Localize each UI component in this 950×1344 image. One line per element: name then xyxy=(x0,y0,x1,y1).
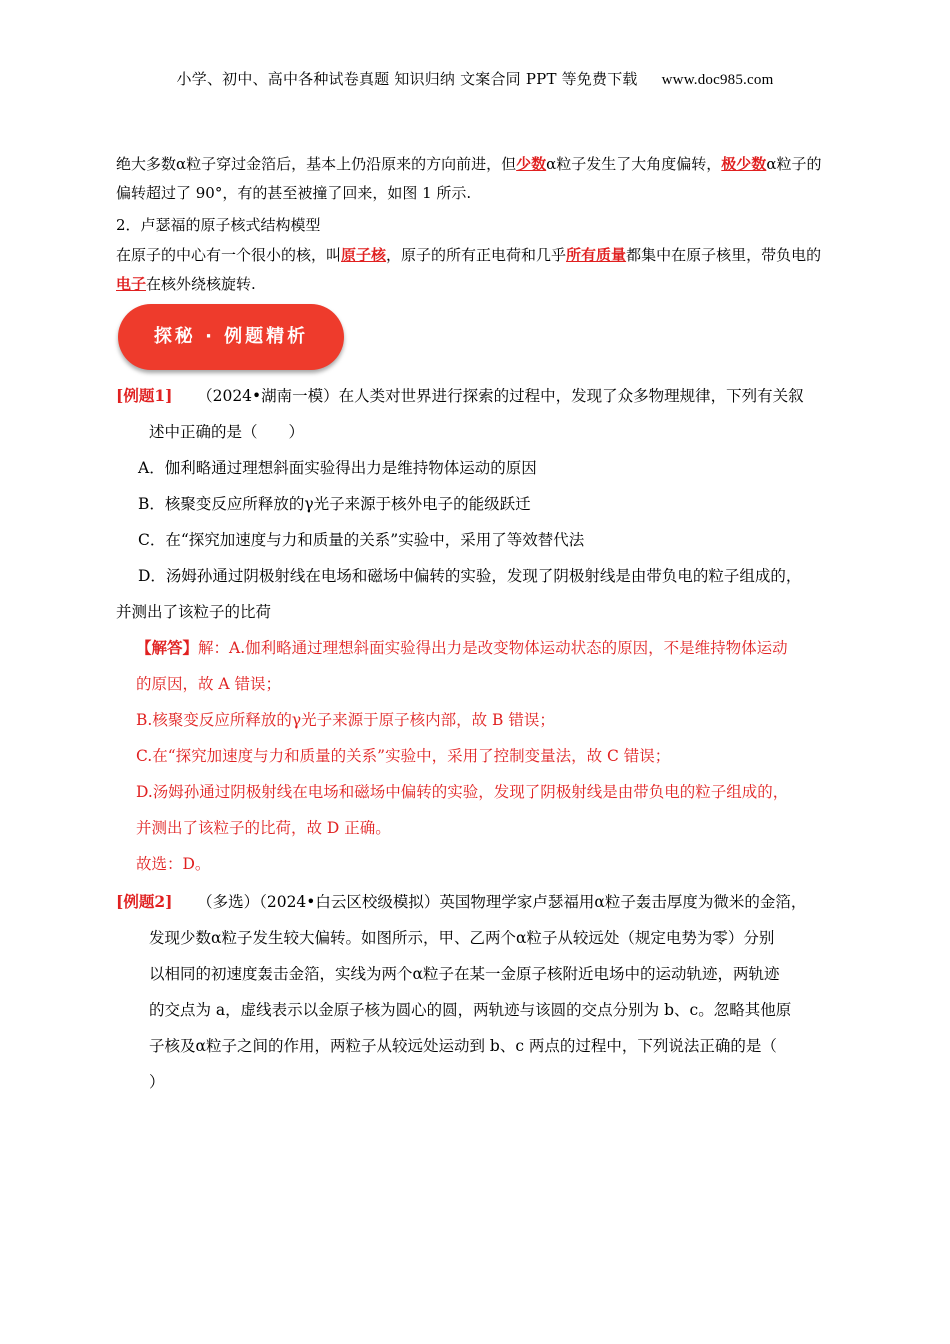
section-heading: 2．卢瑟福的原子核式结构模型 xyxy=(116,216,321,234)
header-site-link[interactable]: www.doc985.com xyxy=(661,72,774,88)
option-b: B．核聚变反应所释放的γ光子来源于核外电子的能级跃迁 xyxy=(138,495,531,513)
question-stem: （2024•湖南一模）在人类对世界进行探索的过程中，发现了众多物理规律，下列有关叙 xyxy=(197,387,804,405)
keyword-all-mass: 所有质量 xyxy=(566,246,627,264)
intro-paragraph-1: 绝大多数α粒子穿过金箔后，基本上仍沿原来的方向前进，但少数α粒子发生了大角度偏转，极少数α粒子的偏转超过了 90°，有的甚至被撞了回来，如图 1 所示. xyxy=(116,155,822,202)
banner-label: 探秘 · 例题精析 xyxy=(153,326,309,347)
option-d: D．汤姆孙通过阴极射线在电场和磁场中偏转的实验，发现了阴极射线是由带负电的粒子组成的， xyxy=(138,567,802,585)
example-question-1 xyxy=(116,378,846,882)
answer-line-4-cont: 并测出了该粒子的比荷，故 D 正确。 xyxy=(136,819,391,837)
answer-line-3: C.在“探究加速度与力和质量的关系”实验中，采用了控制变量法，故 C 错误； xyxy=(136,747,671,765)
answer-tag: 【解答】 xyxy=(136,638,199,657)
question-stem-line-3: 以相同的初速度轰击金箔，实线为两个α粒子在某一金原子核附近电场中的运动轨迹，两轨迹 xyxy=(149,965,780,983)
question-stem-cont: 述中正确的是（ ） xyxy=(149,423,305,441)
keyword-electron: 电子 xyxy=(116,275,147,293)
page-header xyxy=(0,68,950,89)
question-stem: （多选）（2024•白云区校级模拟）英国物理学家卢瑟福用α粒子轰击厚度为微米的金箔， xyxy=(197,893,807,911)
intro-paragraph-2: 在原子的中心有一个很小的核，叫原子核，原子的所有正电荷和几乎所有质量都集中在原子核里，带负电的电子在核外绕核旋转. xyxy=(116,246,822,293)
answer-line-1: 【解答】解：A.伽利略通过理想斜面实验得出力是改变物体运动状态的原因，不是维持物体运动 xyxy=(136,638,788,657)
question-stem-line-4: 的交点为 a，虚线表示以金原子核为圆心的圆，两轨迹与该圆的交点分别为 b、c。忽略其他原 xyxy=(149,1001,792,1019)
section-banner xyxy=(118,304,344,370)
answer-choice: 故选：D。 xyxy=(136,855,211,873)
question-stem-line-2: 发现少数α粒子发生较大偏转。如图所示，甲、乙两个α粒子从较远处（规定电势为零）分别 xyxy=(149,929,775,947)
question-stem-line-6: ） xyxy=(149,1073,165,1091)
option-c: C．在“探究加速度与力和质量的关系”实验中，采用了等效替代法 xyxy=(138,531,585,549)
keyword-very-few: 极少数 xyxy=(721,155,767,173)
answer-line-2: B.核聚变反应所释放的γ光子来源于原子核内部，故 B 错误； xyxy=(136,711,555,729)
question-label: [例题2] xyxy=(116,892,173,911)
keyword-few: 少数 xyxy=(516,155,547,173)
example-question-2 xyxy=(116,884,846,1100)
answer-line-1-cont: 的原因，故 A 错误； xyxy=(136,675,282,693)
question-stem-line-5: 子核及α粒子之间的作用，两粒子从较远处运动到 b、c 两点的过程中，下列说法正确的是（ xyxy=(149,1037,777,1055)
keyword-nucleus: 原子核 xyxy=(341,246,387,264)
answer-line-4: D.汤姆孙通过阴极射线在电场和磁场中偏转的实验，发现了阴极射线是由带负电的粒子组成的， xyxy=(136,783,789,801)
question-label: [例题1] xyxy=(116,386,173,405)
option-d-cont: 并测出了该粒子的比荷 xyxy=(116,603,272,621)
option-a: A．伽利略通过理想斜面实验得出力是维持物体运动的原因 xyxy=(138,459,537,477)
header-text: 小学、初中、高中各种试卷真题 知识归纳 文案合同 PPT 等免费下载 xyxy=(176,70,638,88)
